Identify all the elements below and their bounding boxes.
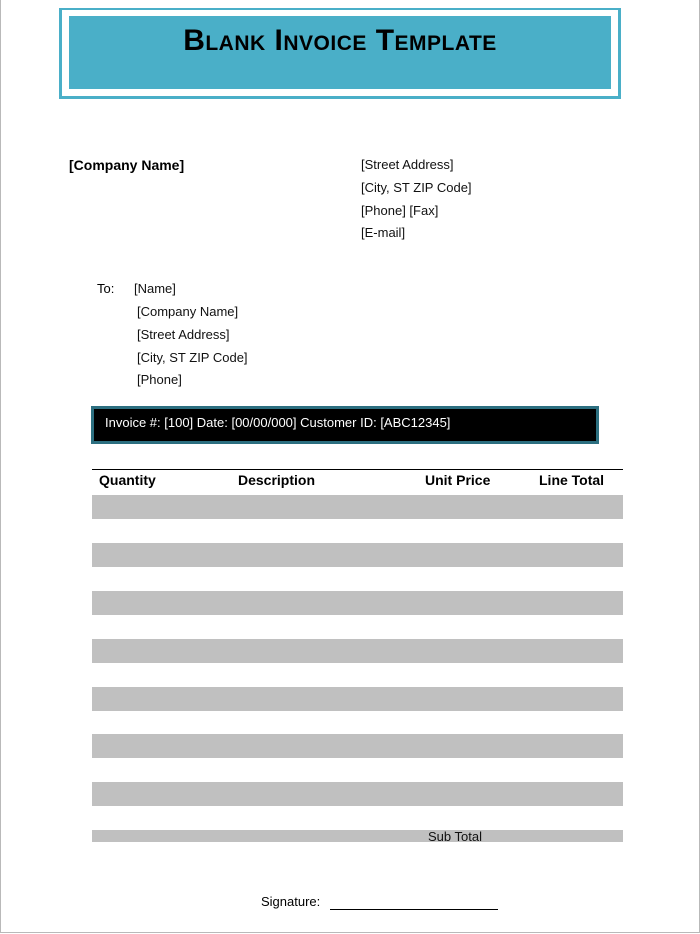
recipient-company: [Company Name] bbox=[137, 304, 239, 319]
recipient-label: To: bbox=[97, 281, 115, 296]
subtotal-label: Sub Total bbox=[428, 829, 482, 844]
sender-company-name: [Company Name] bbox=[69, 157, 185, 173]
sender-city: [City, ST ZIP Code] bbox=[361, 180, 472, 195]
sender-email: [E-mail] bbox=[361, 225, 406, 240]
table-header bbox=[92, 469, 623, 495]
table-row[interactable] bbox=[92, 687, 623, 711]
sender-street: [Street Address] bbox=[361, 157, 454, 172]
page-title: Blank Invoice Template bbox=[183, 24, 497, 57]
signature-label: Signature: bbox=[261, 894, 321, 909]
title-banner-fill bbox=[69, 16, 611, 89]
table-row[interactable] bbox=[92, 591, 623, 615]
table-row[interactable] bbox=[92, 782, 623, 806]
header-quantity: Quantity bbox=[99, 472, 156, 488]
title-banner bbox=[59, 8, 621, 99]
table-row[interactable] bbox=[92, 639, 623, 663]
subtotal-row[interactable] bbox=[92, 830, 623, 842]
header-unit-price: Unit Price bbox=[425, 472, 491, 488]
table-row[interactable] bbox=[92, 543, 623, 567]
recipient-street: [Street Address] bbox=[137, 327, 230, 342]
recipient-phone: [Phone] bbox=[137, 372, 182, 387]
recipient-city: [City, ST ZIP Code] bbox=[137, 350, 248, 365]
table-row[interactable] bbox=[92, 495, 623, 519]
header-line-total: Line Total bbox=[539, 472, 605, 488]
invoice-info-bar bbox=[91, 406, 599, 444]
recipient-name: [Name] bbox=[134, 281, 176, 296]
invoice-info-text: Invoice #: [100] Date: [00/00/000] Customer ID: [ABC12345] bbox=[105, 415, 451, 430]
table-row[interactable] bbox=[92, 734, 623, 758]
signature-line[interactable] bbox=[330, 909, 498, 910]
header-description: Description bbox=[238, 472, 316, 488]
sender-phone-fax: [Phone] [Fax] bbox=[361, 203, 439, 218]
